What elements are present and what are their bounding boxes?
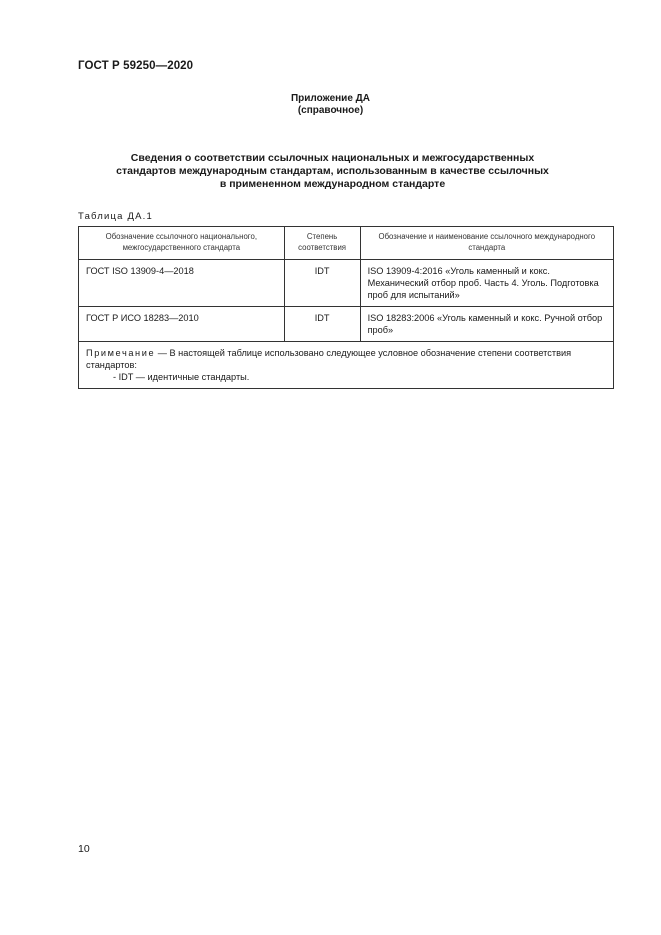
header-international-standard: Обозначение и наименование ссылочного международного стандарта [360, 227, 613, 260]
annex-title: Приложение ДА [290, 93, 371, 104]
header-national-standard: Обозначение ссылочного национального, межгосударственного стандарта [79, 227, 285, 260]
national-standard-cell: ГОСТ ISO 13909-4—2018 [79, 260, 285, 307]
international-standard-cell: ISO 13909-4:2016 «Уголь каменный и кокс. Механический отбор проб. Часть 4. Уголь. Подготовка проб для испытаний» [360, 260, 613, 307]
annex-subtitle: (справочное) [297, 105, 364, 116]
annex-heading [0, 93, 661, 117]
section-title-line: в примененном международном стандарте [219, 178, 446, 190]
note-item: - IDT — идентичные стандарты. [113, 372, 250, 382]
table-note [79, 342, 614, 389]
international-standard-cell: ISO 18283:2006 «Уголь каменный и кокс. Ручной отбор проб» [360, 307, 613, 342]
note-text: — В настоящей таблице использовано следующее условное обозначение степени соответствия стандартов: [86, 348, 572, 370]
table-caption: Таблица ДА.1 [78, 211, 153, 222]
table-row [79, 307, 614, 342]
national-standard-cell: ГОСТ Р ИСО 18283—2010 [79, 307, 285, 342]
header-degree: Степень соответствия [284, 227, 360, 260]
degree-cell: IDT [284, 260, 360, 307]
page-number: 10 [78, 843, 90, 855]
table-header-row [79, 227, 614, 260]
note-label: Примечание [86, 348, 156, 358]
table-row [79, 260, 614, 307]
table-note-row [79, 342, 614, 389]
section-title [100, 152, 565, 191]
document-designation: ГОСТ Р 59250—2020 [78, 60, 194, 72]
correspondence-table [78, 226, 614, 389]
section-title-line: стандартов международным стандартам, использованным в качестве ссылочных [116, 165, 549, 177]
degree-cell: IDT [284, 307, 360, 342]
section-title-line: Сведения о соответствии ссылочных национальных и межгосударственных [130, 152, 535, 164]
